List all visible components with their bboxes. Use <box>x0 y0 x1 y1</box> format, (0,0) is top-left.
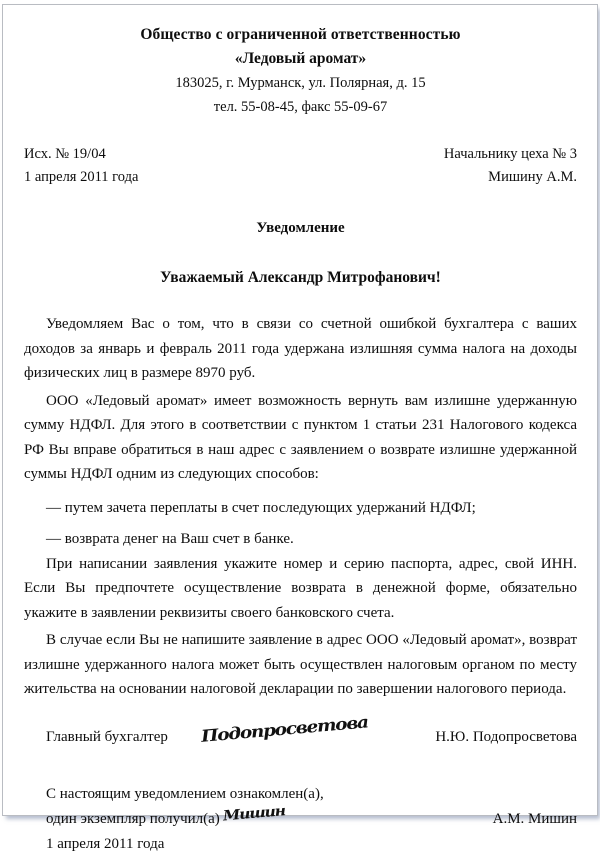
handwritten-signature-employee: Мишин <box>222 802 286 825</box>
company-brand-name: «Ледовый аромат» <box>234 50 367 67</box>
document-body <box>24 312 577 702</box>
employee-name: А.М. Мишин <box>492 810 577 827</box>
handwritten-signature-accountant: Подопросветова <box>200 711 369 746</box>
list-item: — возврата денег на Ваш счет в банке. <box>46 531 294 547</box>
reference-and-addressee-block <box>24 143 577 189</box>
acknowledgement-date: 1 апреля 2011 года <box>46 835 165 852</box>
paragraph-application-requirements: При написании заявления укажите номер и серию паспорта, адрес, свой ИНН. Если Вы предпочтете осуществление возврата в денежной форме, обязательно укажите в заявлении реквизиты своего банковского счета. <box>24 555 577 621</box>
letterhead <box>24 23 577 119</box>
accountant-role: Главный бухгалтер <box>46 728 168 745</box>
acknowledgement-line-1: С настоящим уведомлением ознакомлен(а), <box>46 785 324 802</box>
outgoing-reference <box>24 143 138 189</box>
acknowledgement-signature-row <box>46 802 577 832</box>
outgoing-date: 1 апреля 2011 года <box>24 169 139 185</box>
company-address: 183025, г. Мурманск, ул. Полярная, д. 15 <box>175 75 426 91</box>
addressee-name: Мишину А.М. <box>488 169 577 185</box>
addressee <box>444 143 577 189</box>
acknowledgement-block <box>24 782 577 857</box>
company-phone-fax: тел. 55-08-45, факс 55-09-67 <box>213 99 388 115</box>
list-item: — путем зачета переплаты в счет последующих удержаний НДФЛ; <box>46 499 476 516</box>
company-legal-form: Общество с ограниченной ответственностью <box>140 26 461 43</box>
accountant-signature-row <box>24 711 577 746</box>
acknowledgement-line-2: один экземпляр получил(а) <box>46 810 220 827</box>
accountant-name: Н.Ю. Подопросветова <box>435 728 577 745</box>
paragraph-overpayment-notice: Уведомляем Вас о том, что в связи со счетной ошибкой бухгалтера с ваших доходов за январь и февраль 2011 года удержана излишняя сумма налога на доходы физических лиц в размере 8970 руб. <box>24 316 577 381</box>
document-title: Уведомление <box>256 220 345 236</box>
outgoing-number: Исх. № 19/04 <box>24 146 106 162</box>
salutation: Уважаемый Александр Митрофанович! <box>160 269 441 286</box>
paragraph-tax-authority-refund: В случае если Вы не напишите заявление в адрес ООО «Ледовый аромат», возврат излишне удержанного налога может быть осуществлен налоговым органом по месту жительства на основании налоговой декларации по завершении налогового периода. <box>24 632 577 697</box>
paragraph-refund-options: ООО «Ледовый аромат» имеет возможность вернуть вам излишне удержанную сумму НДФЛ. Для этого в соответствии с пунктом 1 статьи 231 Налогового кодекса РФ Вы вправе обратиться в наш адрес с заявлением о возврате излишне удержанной суммы НДФЛ одним из следующих способов: <box>24 392 577 482</box>
addressee-position: Начальнику цеха № 3 <box>443 146 577 162</box>
document-page <box>2 4 598 852</box>
